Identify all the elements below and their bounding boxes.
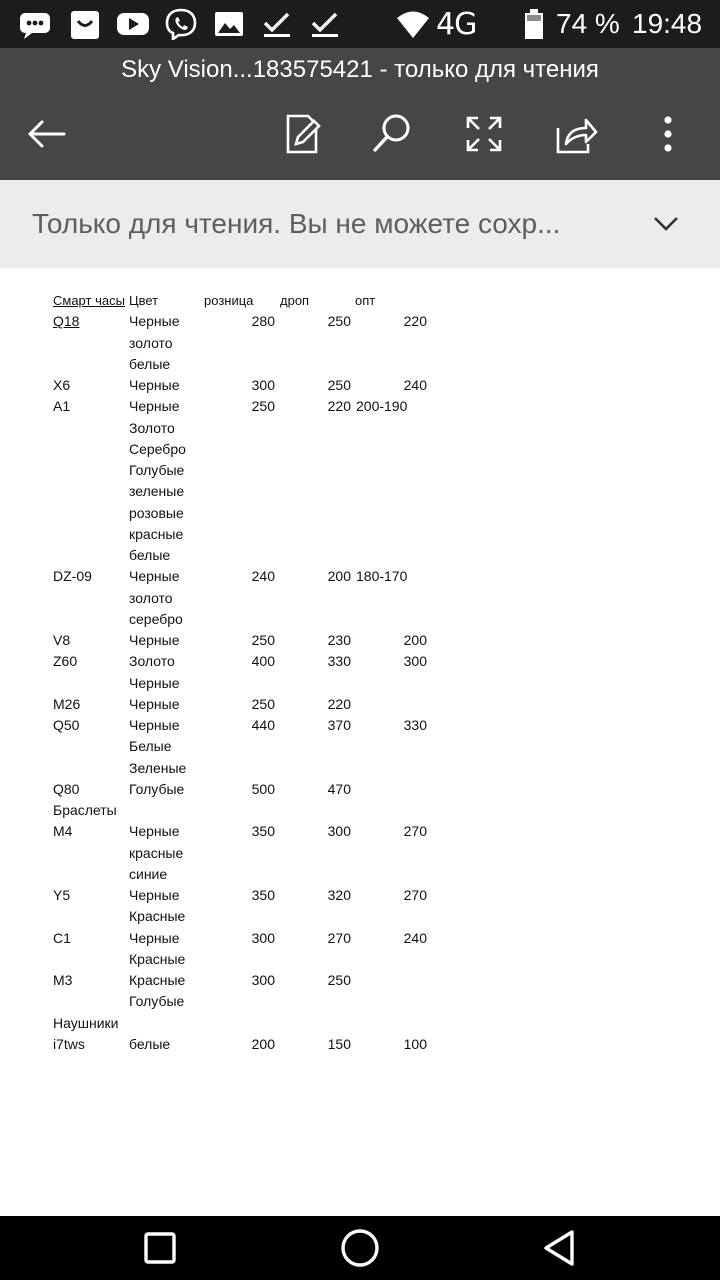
cell-color[interactable]: Красные bbox=[129, 908, 186, 925]
cell-color[interactable]: серебро bbox=[129, 610, 183, 627]
cell-drop[interactable]: 220 bbox=[327, 695, 351, 712]
share-button[interactable] bbox=[552, 110, 600, 158]
wifi-icon bbox=[396, 8, 430, 40]
viber-icon bbox=[164, 8, 198, 40]
youtube-icon bbox=[116, 8, 150, 40]
cell-color[interactable]: Черные bbox=[129, 398, 180, 415]
cell-color[interactable]: Золото bbox=[129, 653, 175, 670]
cell-model[interactable]: i7tws bbox=[53, 1035, 85, 1052]
cell-wholesale-range[interactable]: 180-170 bbox=[356, 568, 408, 585]
cell-model[interactable]: M26 bbox=[53, 695, 81, 712]
cell-model[interactable]: C1 bbox=[53, 929, 71, 946]
cell-retail[interactable]: 300 bbox=[251, 929, 275, 946]
cell-color[interactable]: Голубые bbox=[129, 780, 185, 797]
cell-drop[interactable]: 250 bbox=[327, 313, 351, 330]
cell-color[interactable]: Черные bbox=[129, 929, 180, 946]
cell-model[interactable]: Q18 bbox=[53, 313, 80, 330]
recents-square-icon bbox=[138, 1226, 182, 1270]
cell-color[interactable]: Черные bbox=[129, 377, 180, 393]
check-icon bbox=[260, 8, 294, 40]
cell-color[interactable]: белые bbox=[129, 1035, 171, 1052]
cell-drop[interactable]: 470 bbox=[327, 780, 351, 797]
cell-retail[interactable]: 440 bbox=[251, 717, 275, 733]
cell-color[interactable]: Красные bbox=[129, 972, 186, 988]
search-button[interactable] bbox=[368, 110, 416, 158]
header-color[interactable]: Цвет bbox=[129, 293, 159, 308]
cell-color[interactable]: Белые bbox=[129, 738, 172, 755]
home-circle-icon bbox=[338, 1226, 382, 1270]
cell-color[interactable]: Серебро bbox=[129, 440, 186, 457]
cell-color[interactable]: Голубые bbox=[129, 462, 185, 478]
document-title: Sky Vision...183575421 - только для чтения bbox=[121, 56, 599, 83]
cell-color[interactable]: Зеленые bbox=[129, 759, 187, 776]
cell-color[interactable]: золото bbox=[129, 589, 173, 606]
cell-drop[interactable]: 320 bbox=[327, 887, 351, 903]
cell-retail[interactable]: 200 bbox=[251, 1035, 275, 1052]
cell-retail[interactable]: 250 bbox=[251, 398, 275, 415]
cell-wholesale[interactable]: 300 bbox=[403, 653, 427, 670]
cell-color[interactable]: Черные bbox=[129, 823, 180, 840]
header-retail[interactable]: розница bbox=[204, 293, 254, 308]
cell-wholesale[interactable]: 220 bbox=[403, 313, 427, 330]
check-icon bbox=[308, 8, 342, 40]
app-bar bbox=[0, 48, 720, 180]
cell-color[interactable]: Черные bbox=[129, 674, 180, 691]
cell-drop[interactable]: 330 bbox=[327, 653, 351, 670]
back-arrow-icon bbox=[22, 110, 70, 158]
cell-color[interactable]: красные bbox=[129, 525, 184, 542]
cell-drop[interactable]: 230 bbox=[327, 632, 351, 648]
cell-drop[interactable]: 200 bbox=[327, 568, 351, 585]
cell-model[interactable]: M4 bbox=[53, 823, 73, 840]
clock: 19:48 bbox=[632, 8, 703, 39]
chevron-down-icon[interactable] bbox=[648, 206, 684, 242]
messages-icon bbox=[18, 8, 52, 40]
cell-model[interactable]: DZ-09 bbox=[53, 568, 92, 585]
cell-model[interactable]: Браслеты bbox=[53, 802, 117, 818]
cell-drop[interactable]: 370 bbox=[327, 717, 351, 733]
fullscreen-button[interactable] bbox=[460, 110, 508, 158]
header-wholesale[interactable]: опт bbox=[355, 293, 376, 308]
share-icon bbox=[552, 110, 600, 158]
status-bar bbox=[0, 0, 720, 48]
search-icon bbox=[368, 110, 416, 158]
recents-button[interactable] bbox=[138, 1226, 182, 1270]
read-only-banner[interactable] bbox=[0, 180, 720, 268]
cell-retail[interactable]: 300 bbox=[251, 972, 275, 988]
cell-wholesale-range[interactable]: 200-190 bbox=[356, 398, 408, 415]
edit-icon bbox=[278, 110, 326, 158]
cell-drop[interactable]: 250 bbox=[327, 377, 351, 393]
cell-model[interactable]: X6 bbox=[53, 377, 71, 393]
cell-retail[interactable]: 300 bbox=[251, 377, 275, 393]
back-triangle-icon bbox=[538, 1226, 582, 1270]
inbox-icon bbox=[68, 8, 102, 40]
cell-color[interactable]: Черные bbox=[129, 887, 180, 903]
cell-model[interactable]: A1 bbox=[53, 398, 71, 415]
cell-color[interactable]: Черные bbox=[129, 568, 180, 585]
cell-wholesale[interactable]: 240 bbox=[403, 377, 427, 393]
cell-wholesale[interactable]: 270 bbox=[403, 887, 427, 903]
cell-wholesale[interactable]: 100 bbox=[403, 1035, 427, 1052]
spreadsheet-view[interactable] bbox=[0, 268, 720, 1216]
edit-button[interactable] bbox=[278, 110, 326, 158]
cell-retail[interactable]: 280 bbox=[251, 313, 275, 330]
cell-wholesale[interactable]: 330 bbox=[403, 717, 427, 733]
more-options-button[interactable] bbox=[644, 110, 692, 158]
navigation-bar bbox=[0, 1216, 720, 1280]
header-drop[interactable]: дроп bbox=[280, 293, 310, 308]
cell-model[interactable]: Z60 bbox=[53, 653, 78, 670]
gallery-icon bbox=[212, 8, 246, 40]
cell-color[interactable]: красные bbox=[129, 844, 184, 861]
cell-color[interactable]: золото bbox=[129, 334, 173, 351]
cell-color[interactable]: Черные bbox=[129, 632, 180, 648]
battery-icon bbox=[522, 8, 546, 40]
cell-color[interactable]: Черные bbox=[129, 313, 180, 330]
home-button[interactable] bbox=[338, 1226, 382, 1270]
cell-drop[interactable]: 220 bbox=[327, 398, 351, 415]
cell-retail[interactable]: 500 bbox=[251, 780, 275, 797]
cell-model[interactable]: Q80 bbox=[53, 780, 80, 797]
cell-color[interactable]: Черные bbox=[129, 717, 180, 733]
back-nav-button[interactable] bbox=[538, 1226, 582, 1270]
cell-retail[interactable]: 400 bbox=[251, 653, 275, 670]
cell-wholesale[interactable]: 270 bbox=[403, 823, 427, 840]
cell-retail[interactable]: 240 bbox=[251, 568, 275, 585]
cell-retail[interactable]: 350 bbox=[251, 823, 275, 840]
cell-drop[interactable]: 300 bbox=[327, 823, 351, 840]
cell-model[interactable]: M3 bbox=[53, 972, 73, 988]
cell-color[interactable]: белые bbox=[129, 547, 171, 563]
fullscreen-icon bbox=[460, 110, 508, 158]
cell-wholesale[interactable]: 240 bbox=[403, 929, 427, 946]
cell-color[interactable]: Золото bbox=[129, 419, 175, 436]
cell-color[interactable]: розовые bbox=[129, 504, 184, 521]
cell-model[interactable]: Наушники bbox=[53, 1014, 119, 1031]
cell-model[interactable]: Y5 bbox=[53, 887, 71, 903]
cell-color[interactable]: синие bbox=[129, 865, 168, 882]
back-button[interactable] bbox=[22, 110, 70, 158]
cell-color[interactable]: зеленые bbox=[129, 483, 185, 500]
cell-drop[interactable]: 150 bbox=[327, 1035, 351, 1052]
cell-retail[interactable]: 350 bbox=[251, 887, 275, 903]
cell-drop[interactable]: 250 bbox=[327, 972, 351, 988]
battery-level: 74 % bbox=[556, 8, 620, 39]
header-model[interactable]: Смарт часы bbox=[53, 293, 125, 308]
network-type: 4G bbox=[436, 6, 477, 42]
cell-model[interactable]: Q50 bbox=[53, 717, 80, 733]
cell-color[interactable]: белые bbox=[129, 355, 171, 372]
cell-color[interactable]: Голубые bbox=[129, 993, 185, 1010]
more-vert-icon bbox=[644, 110, 692, 158]
cell-model[interactable]: V8 bbox=[53, 632, 71, 648]
cell-retail[interactable]: 250 bbox=[251, 695, 275, 712]
cell-wholesale[interactable]: 200 bbox=[403, 632, 427, 648]
banner-message: Только для чтения. Вы не можете сохр... bbox=[32, 208, 561, 239]
cell-color[interactable]: Красные bbox=[129, 950, 186, 967]
cell-retail[interactable]: 250 bbox=[251, 632, 275, 648]
cell-color[interactable]: Черные bbox=[129, 695, 180, 712]
cell-drop[interactable]: 270 bbox=[327, 929, 351, 946]
